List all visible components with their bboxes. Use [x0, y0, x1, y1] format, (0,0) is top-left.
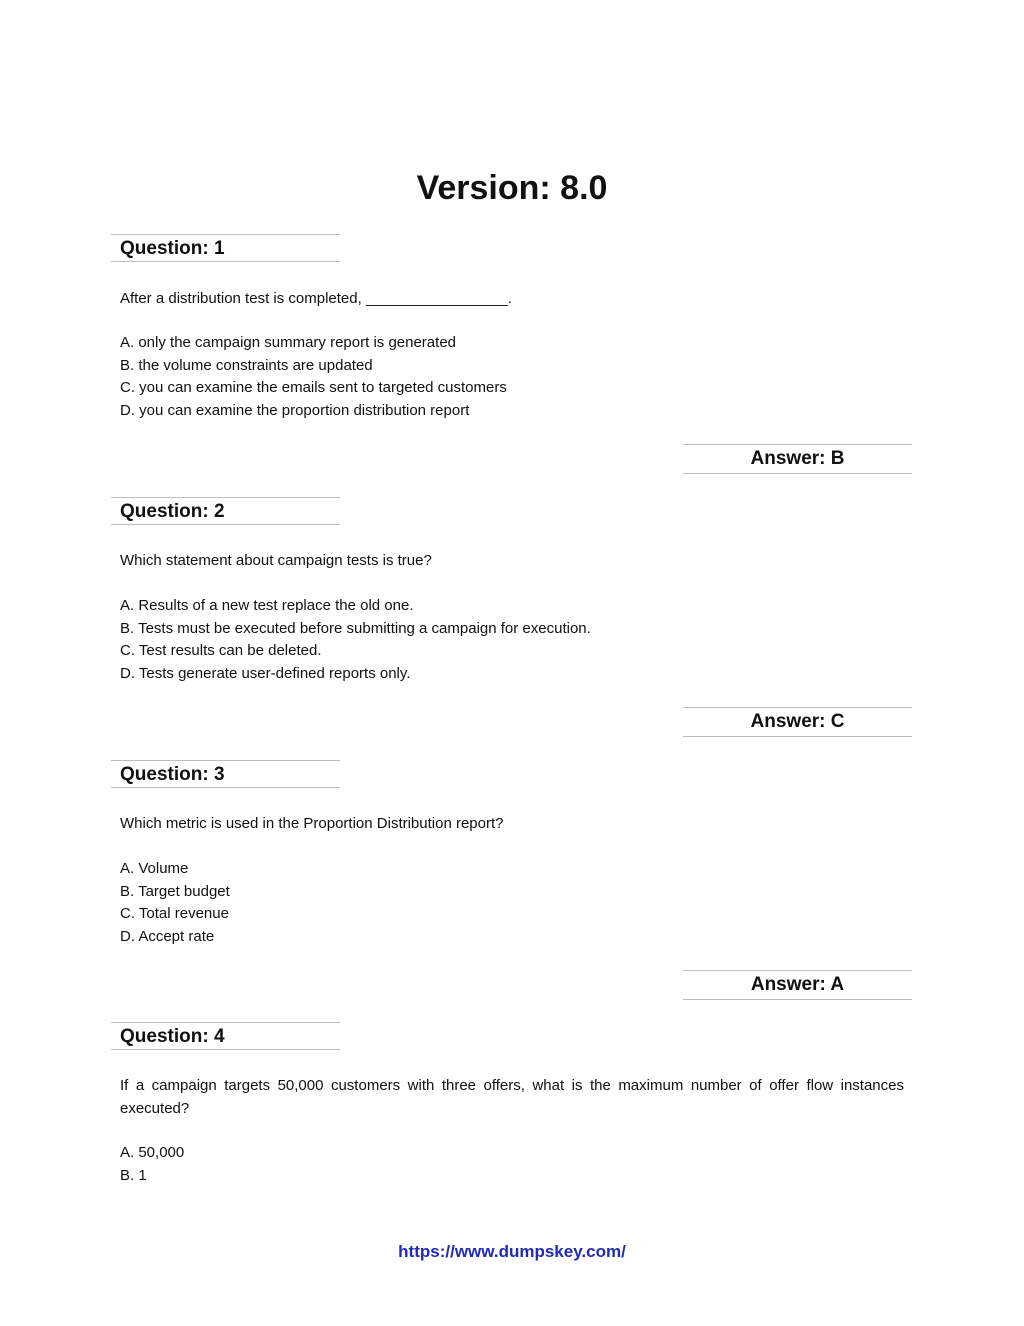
footer-link[interactable]: https://www.dumpskey.com/ [398, 1242, 626, 1261]
question-label: Question: 4 [120, 1026, 225, 1047]
option-b: B. Tests must be executed before submitting a campaign for execution. [120, 619, 591, 637]
option-d: D. Tests generate user-defined reports only. [120, 664, 411, 682]
option-d: D. Accept rate [120, 927, 215, 945]
option-list [120, 1142, 904, 1187]
option-list [120, 332, 904, 422]
question-label: Question: 1 [120, 238, 225, 259]
question-header [111, 1022, 340, 1050]
option-a: A. only the campaign summary report is generated [120, 334, 456, 351]
question-text: Which statement about campaign tests is true? [120, 552, 432, 569]
question-header [111, 497, 340, 525]
version-title: Version: 8.0 [416, 169, 608, 207]
question-text: Which metric is used in the Proportion Distribution report? [120, 815, 504, 832]
option-list [120, 858, 904, 948]
option-d: D. you can examine the proportion distribution report [120, 401, 470, 419]
question-header [111, 234, 340, 262]
question-label: Question: 3 [120, 764, 225, 785]
question-text: After a distribution test is completed, _________________. [120, 290, 512, 307]
option-c: C. Test results can be deleted. [120, 642, 322, 659]
question-header [111, 760, 340, 788]
answer-label: Answer: B [750, 448, 845, 469]
answer-label: Answer: A [750, 974, 845, 995]
option-b: B. the volume constraints are updated [120, 356, 373, 374]
answer-box [683, 707, 912, 737]
option-b: B. 1 [120, 1166, 147, 1184]
option-c: C. Total revenue [120, 905, 229, 922]
question-text: If a campaign targets 50,000 customers with three offers, what is the maximum number of offer flow instances executed? [120, 1077, 904, 1117]
option-a: A. 50,000 [120, 1144, 185, 1161]
option-c: C. you can examine the emails sent to targeted customers [120, 379, 507, 396]
answer-box [683, 970, 912, 1000]
option-a: A. Results of a new test replace the old one. [120, 597, 414, 614]
question-label: Question: 2 [120, 501, 225, 522]
answer-label: Answer: C [750, 711, 845, 732]
answer-box [683, 444, 912, 474]
option-b: B. Target budget [120, 882, 230, 900]
option-list [120, 595, 904, 685]
option-a: A. Volume [120, 860, 189, 877]
